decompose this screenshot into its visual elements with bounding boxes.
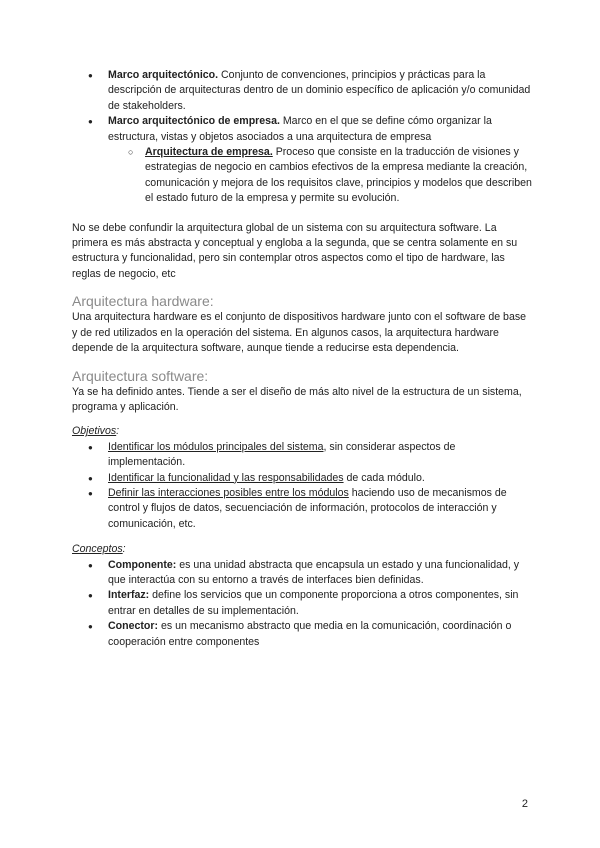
term: Arquitectura de empresa. xyxy=(145,146,273,159)
subheading-conceptos: Conceptos: xyxy=(72,543,126,556)
list-item xyxy=(72,68,532,114)
paragraph: No se debe confundir la arquitectura global de un sistema con su arquitectura software. La primera es más abstracta y conceptual y engloba a la segunda, que se centra solamente en su estructura y funcionalidad, pero sin contemplar otros aspectos como el tipo de hardware, las reglas de negocio, etc xyxy=(72,221,518,280)
term: Marco arquitectónico. xyxy=(108,69,219,81)
document-page xyxy=(72,68,532,650)
list-item: ● Identificar los módulos principales del sistema, sin considerar aspectos de implementación. xyxy=(72,440,532,471)
section-heading-hardware: Arquitectura hardware: xyxy=(72,293,214,310)
term: Interfaz: xyxy=(108,589,150,602)
definition: Proceso que consiste en la traducción de visiones y estrategias de negocio en cambios efectivos de la empresa mediante la creación, comunicación y mejora de los requisitos clave, principios y modelos que describen el estado futuro de la empresa y permite su evolución. xyxy=(145,146,532,205)
list-item: ● Conector: es un mecanismo abstracto que media en la comunicación, coordinación o cooperación entre componentes xyxy=(72,619,532,650)
objetivos-list xyxy=(72,440,532,532)
subheading-objetivos: Objetivos: xyxy=(72,425,120,438)
term: Marco arquitectónico de empresa. xyxy=(108,115,280,128)
conceptos-list xyxy=(72,558,532,650)
list-item: ● Definir las interacciones posibles entre los módulos haciendo uso de mecanismos de control y flujos de datos, secuenciación de información, protocolos de interacción y comunicación, etc. xyxy=(72,486,532,532)
sub-list-item xyxy=(72,145,532,207)
term: Componente: xyxy=(108,558,177,571)
term: Conector: xyxy=(108,620,159,633)
paragraph: Ya se ha definido antes. Tiende a ser el diseño de más alto nivel de la estructura de un sistema, programa y aplicación. xyxy=(72,385,522,413)
list-item xyxy=(72,114,532,145)
definition: Marco en el que se define cómo organizar la estructura, vistas y objetos asociados a una arquitectura de empresa xyxy=(108,115,492,143)
list-item: ● Interfaz: define los servicios que un componente proporciona a otros componentes, sin entrar en detalles de su implementación. xyxy=(72,588,532,619)
page-number: 2 xyxy=(521,798,528,810)
paragraph: Una arquitectura hardware es el conjunto de dispositivos hardware junto con el software de base y de red utilizados en la operación del sistema. En algunos casos, la arquitectura hardware depende de la arquitectura software, aunque tiende a reducirse esta dependencia. xyxy=(72,311,527,355)
list-item: ● Componente: es una unidad abstracta que encapsula un estado y una funcionalidad, y que interactúa con su entorno a través de interfaces bien definidas. xyxy=(72,558,532,589)
definition: Conjunto de convenciones, principios y prácticas para la descripción de arquitecturas dentro de un dominio específico de aplicación y/o comunidad de stakeholders. xyxy=(108,69,531,112)
section-heading-software: Arquitectura software: xyxy=(72,367,209,384)
framework-list xyxy=(72,68,532,207)
list-item: ● Identificar la funcionalidad y las responsabilidades de cada módulo. xyxy=(72,471,532,486)
